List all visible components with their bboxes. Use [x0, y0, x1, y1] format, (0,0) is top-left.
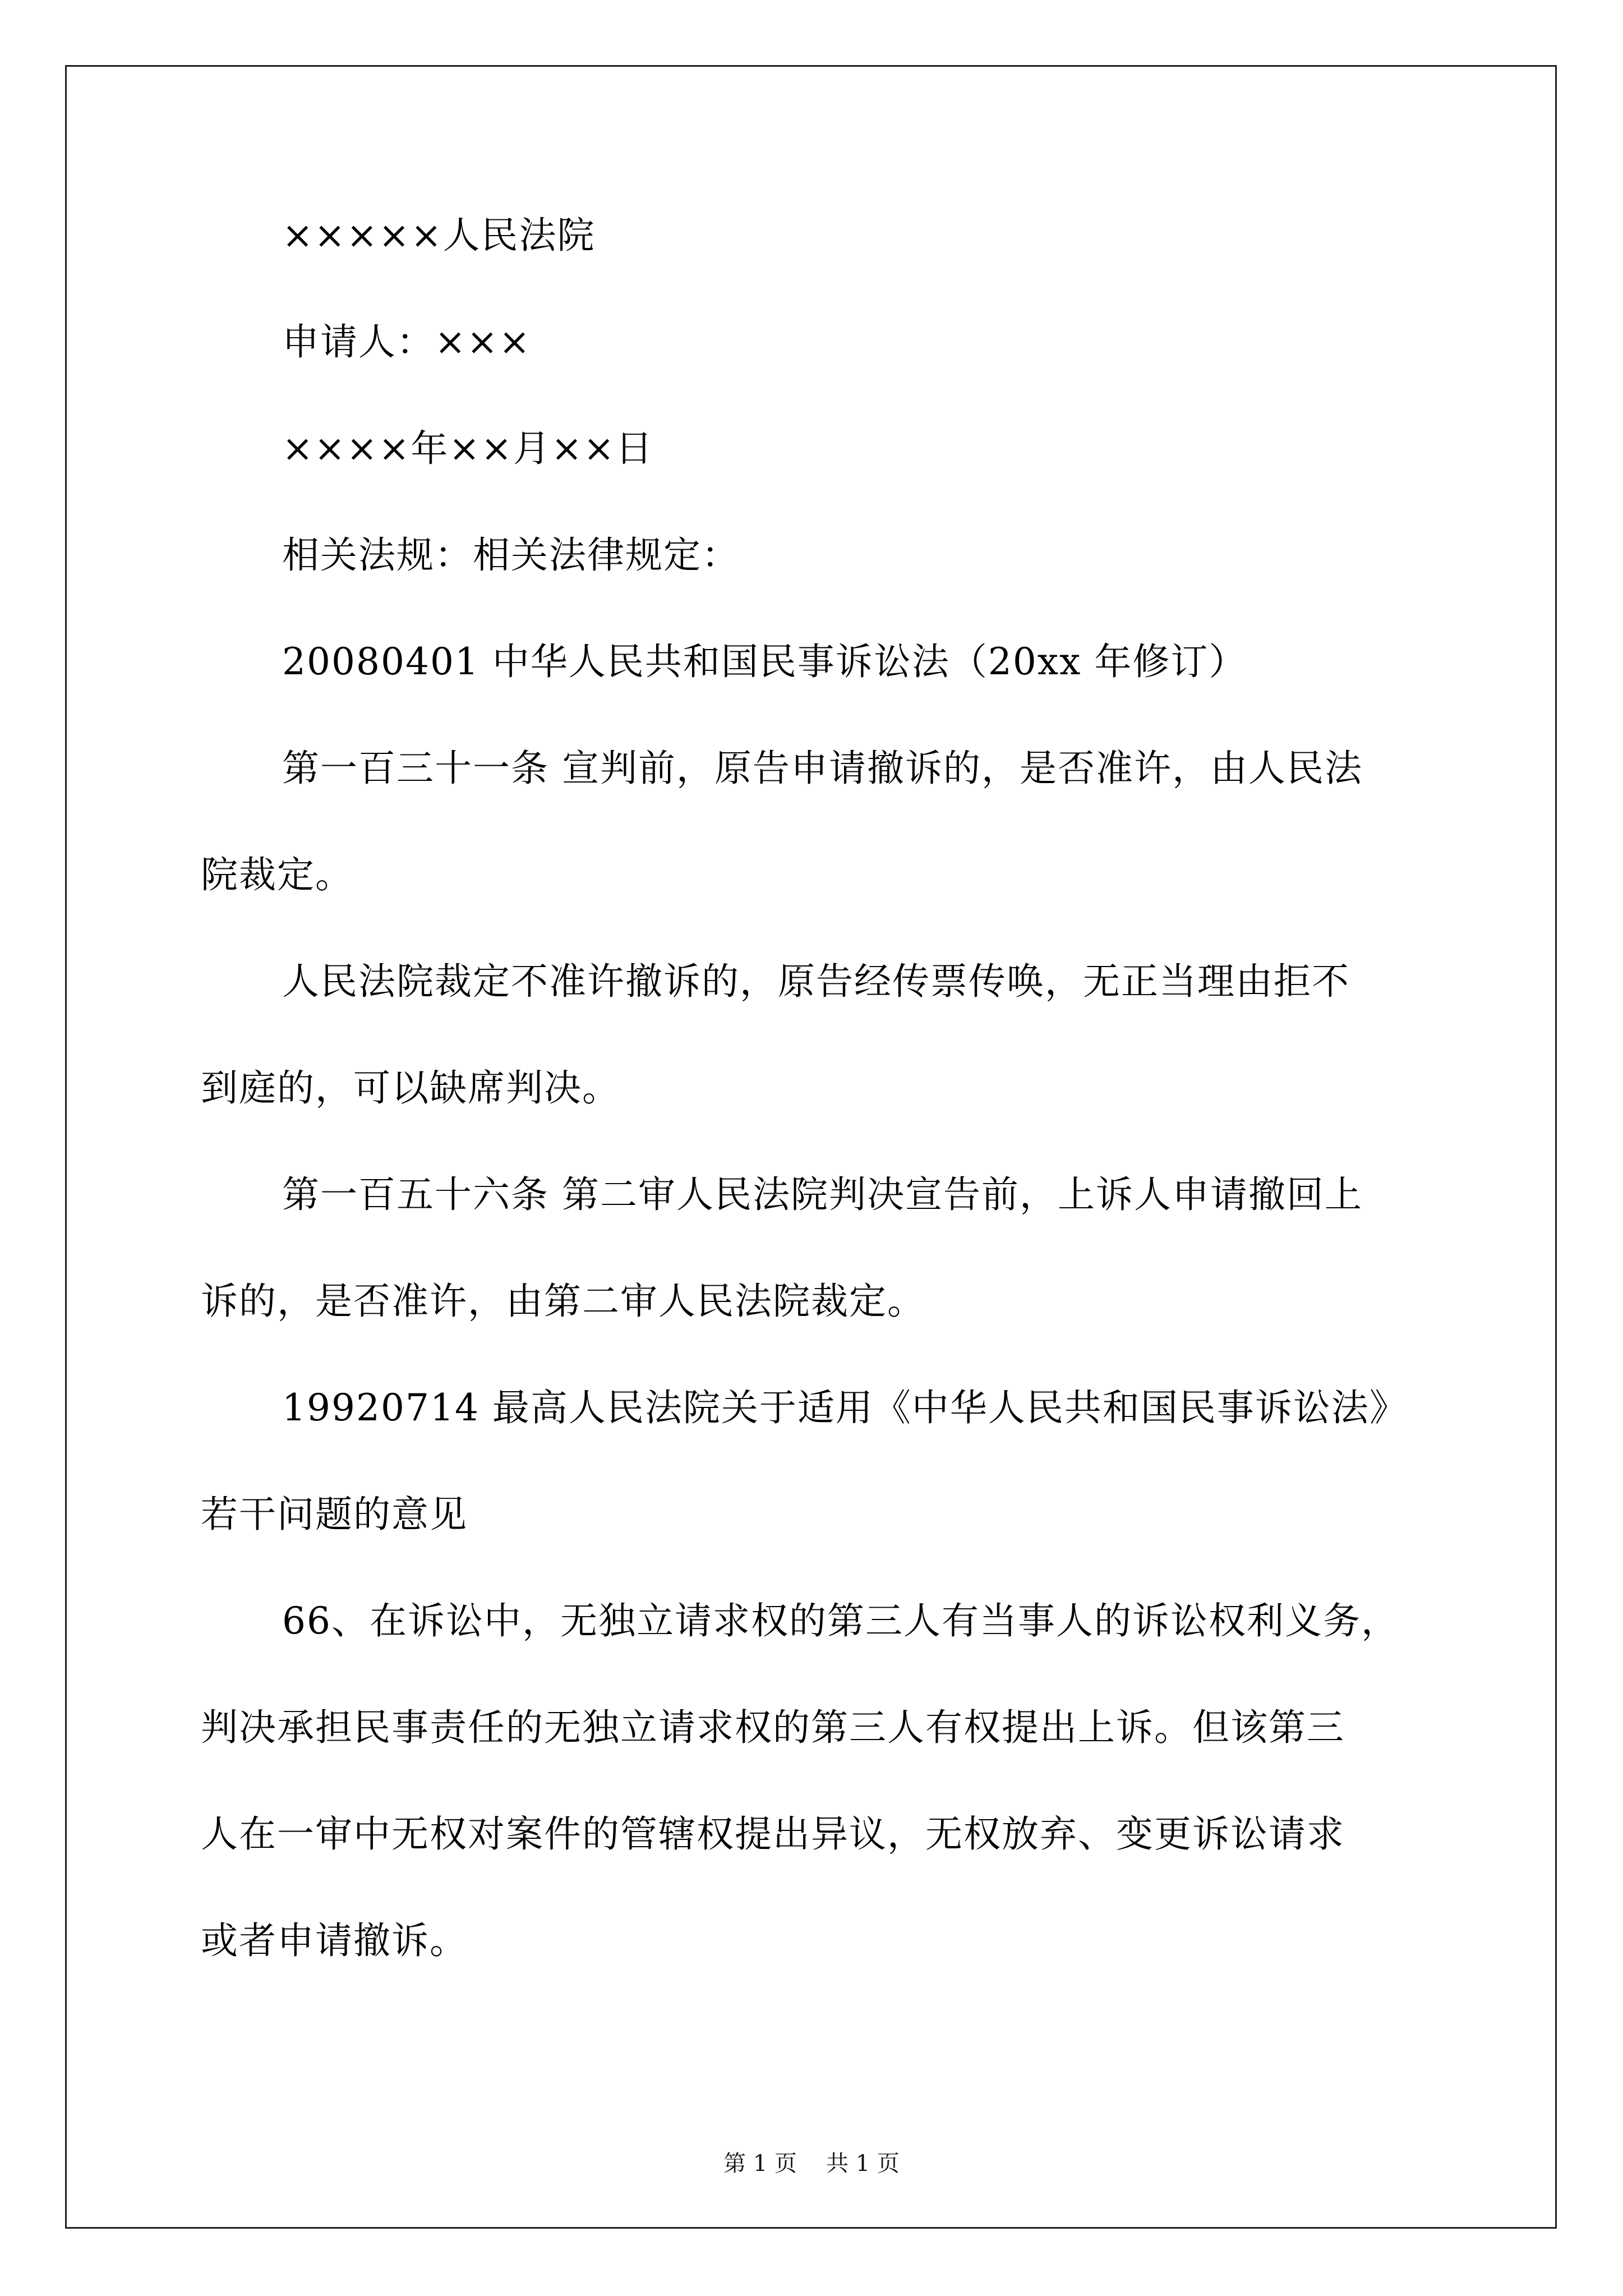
law-title-civil-procedure: 20080401 中华人民共和国民事诉讼法（20xx 年修订）: [282, 640, 1247, 683]
item-66-line-3: 人在一审中无权对案件的管辖权提出异议，无权放弃、变更诉讼请求: [201, 1812, 1345, 1856]
item-66-line-2: 判决承担民事责任的无独立请求权的第三人有权提出上诉。但该第三: [201, 1706, 1345, 1749]
applicant-line: 申请人：×××: [282, 320, 531, 364]
article-131-line-2: 院裁定。: [201, 853, 353, 896]
paragraph-line-1: 人民法院裁定不准许撤诉的，原告经传票传唤，无正当理由拒不: [282, 960, 1350, 1003]
paragraph-line-2: 到庭的，可以缺席判决。: [201, 1066, 620, 1110]
date-line: ××××年××月××日: [282, 427, 654, 470]
item-66-line-1: 66、在诉讼中，无独立请求权的第三人有当事人的诉讼权利义务，: [282, 1599, 1399, 1642]
item-66-line-4: 或者申请撤诉。: [201, 1919, 468, 1962]
page-border: [65, 65, 1557, 2229]
article-131-line-1: 第一百三十一条 宣判前，原告申请撤诉的，是否准许，由人民法: [282, 747, 1363, 790]
page-footer: [0, 2150, 1623, 2178]
court-name: ×××××人民法院: [282, 214, 596, 257]
article-156-line-1: 第一百五十六条 第二审人民法院判决宣告前，上诉人申请撤回上: [282, 1173, 1363, 1216]
opinion-title-line-1: 19920714 最高人民法院关于适用《中华人民共和国民事诉讼法》: [282, 1386, 1408, 1429]
page-total: 共 1 页: [826, 2151, 900, 2177]
related-regulations-heading: 相关法规：相关法律规定：: [282, 533, 740, 577]
opinion-title-line-2: 若干问题的意见: [201, 1493, 468, 1536]
page-number: 第 1 页: [723, 2151, 797, 2177]
article-156-line-2: 诉的，是否准许，由第二审人民法院裁定。: [201, 1280, 925, 1323]
